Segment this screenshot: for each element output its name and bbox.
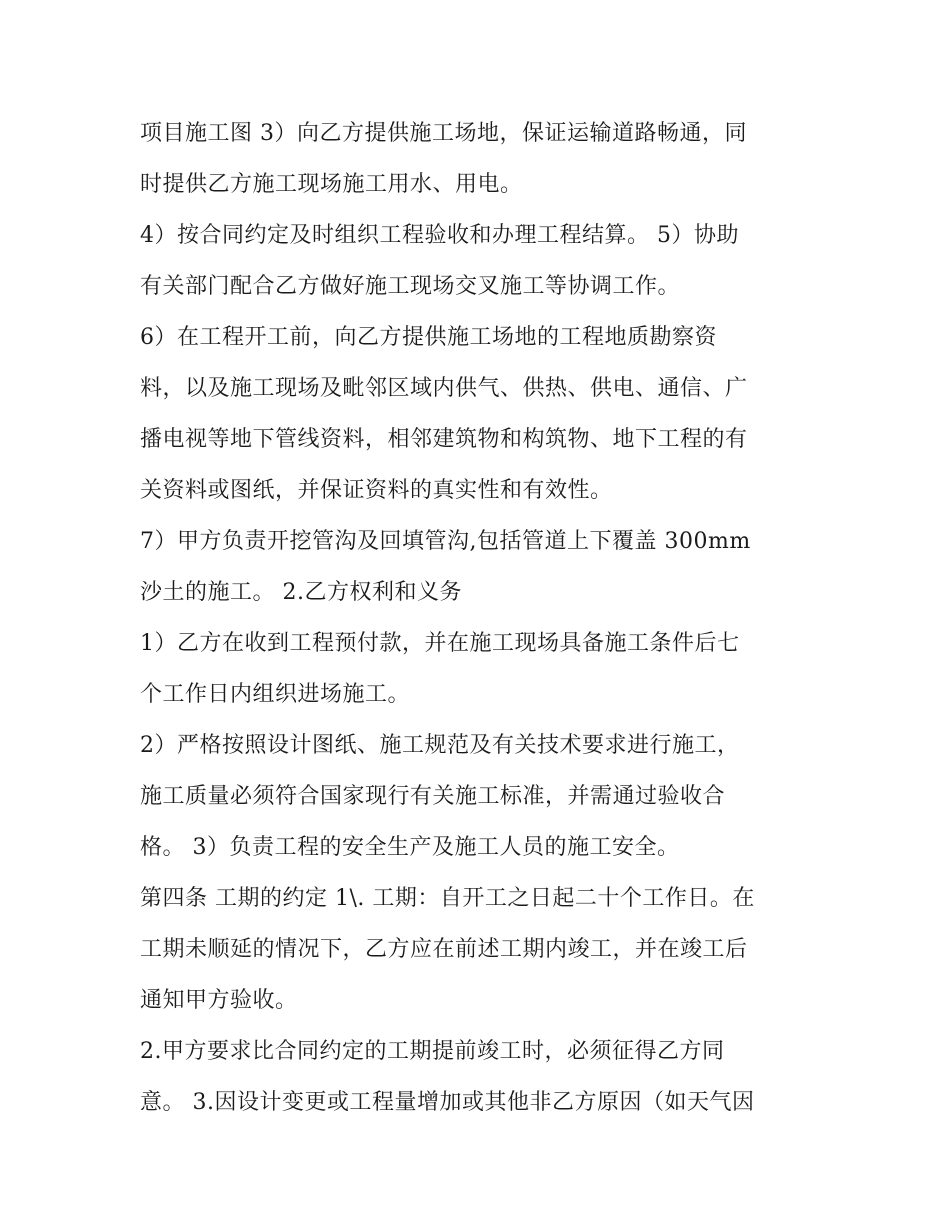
text-line: 沙土的施工。 2.乙方权利和义务 <box>140 580 462 605</box>
text-line: 4）按合同约定及时组织工程验收和办理工程结算。 5）协助 <box>140 223 739 248</box>
text-line: 施工质量必须符合国家现行有关施工标准，并需通过验收合 <box>140 784 726 809</box>
text-line: 2）严格按照设计图纸、施工规范及有关技术要求进行施工， <box>140 733 740 758</box>
text-line: 播电视等地下管线资料，相邻建筑物和构筑物、地下工程的有 <box>140 427 748 452</box>
text-line: 1）乙方在收到工程预付款，并在施工现场具备施工条件后七 <box>140 631 740 656</box>
text-line: 个工作日内组织进场施工。 <box>140 682 411 707</box>
text-line: 第四条 工期的约定 1\. 工期：自开工之日起二十个工作日。在 <box>140 886 755 911</box>
text-line: 2.甲方要求比合同约定的工期提前竣工时，必须征得乙方同 <box>140 1039 725 1064</box>
text-line: 工期未顺延的情况下，乙方应在前述工期内竣工，并在竣工后 <box>140 937 748 962</box>
text-line: 关资料或图纸，并保证资料的真实性和有效性。 <box>140 478 613 503</box>
text-line: 时提供乙方施工现场施工用水、用电。 <box>140 172 523 197</box>
text-line: 6）在工程开工前，向乙方提供施工场地的工程地质勘察资 <box>140 325 717 350</box>
text-line: 料，以及施工现场及毗邻区域内供气、供热、供电、通信、广 <box>140 376 748 401</box>
text-line: 通知甲方验收。 <box>140 988 298 1013</box>
text-line: 意。 3.因设计变更或工程量增加或其他非乙方原因（如天气因 <box>140 1090 755 1115</box>
text-line: 7）甲方负责开挖管沟及回填管沟,包括管道上下覆盖 300mm <box>140 529 751 554</box>
text-line: 格。 3）负责工程的安全生产及施工人员的施工安全。 <box>140 835 680 860</box>
text-line: 有关部门配合乙方做好施工现场交叉施工等协调工作。 <box>140 274 681 299</box>
text-line: 项目施工图 3）向乙方提供施工场地，保证运输道路畅通，同 <box>140 121 747 146</box>
contract-text-body <box>140 108 820 1128</box>
